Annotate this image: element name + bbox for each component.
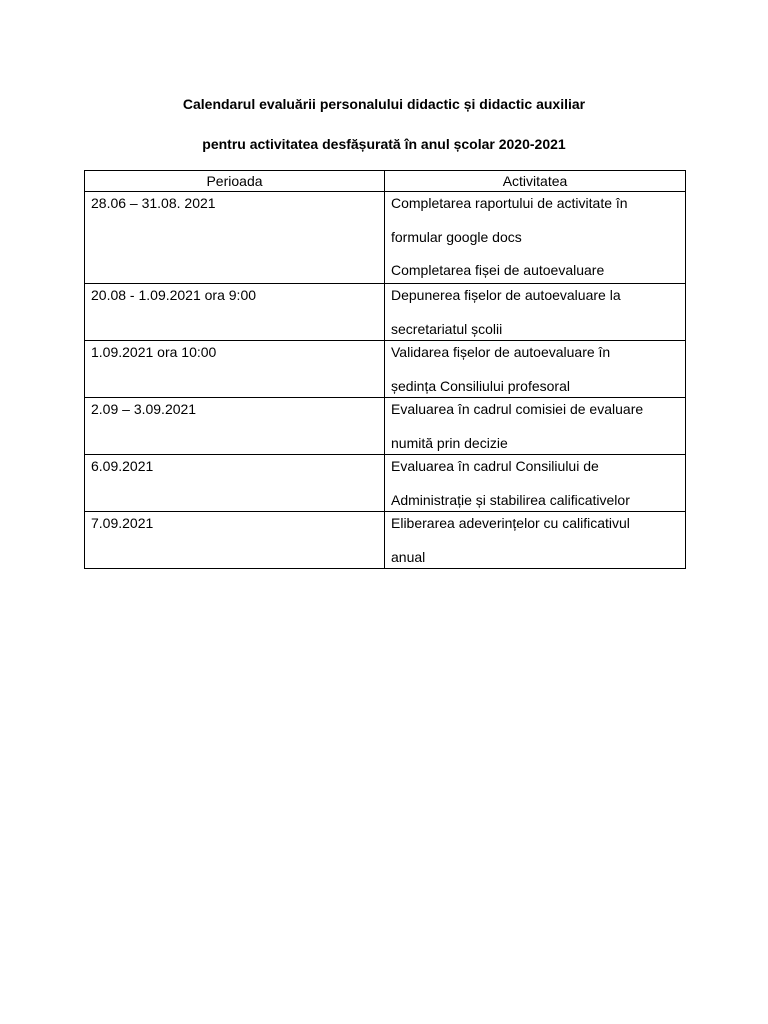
activity-line: Completarea fișei de autoevaluare (391, 262, 605, 278)
row-activity (385, 284, 686, 341)
header-period: Perioada (85, 171, 385, 192)
activity-line: Eliberarea adeverințelor cu calificativul (391, 515, 630, 531)
activity-line: numită prin decizie (391, 435, 508, 451)
period-text: 2.09 – 3.09.2021 (91, 401, 197, 417)
period-text: 20.08 - 1.09.2021 ora 9:00 (91, 287, 257, 303)
table-row (85, 284, 686, 341)
activity-line: Evaluarea în cadrul comisiei de evaluare (391, 401, 644, 417)
row-period (85, 398, 385, 455)
row-activity (385, 341, 686, 398)
document-title-line-1: Calendarul evaluării personalului didactic și didactic auxiliar (182, 96, 586, 112)
activity-line: anual (391, 549, 426, 565)
header-activity: Activitatea (385, 171, 686, 192)
row-activity (385, 455, 686, 512)
evaluation-calendar-table (84, 170, 686, 569)
activity-line: formular google docs (391, 229, 522, 245)
activity-line: Validarea fișelor de autoevaluare în (391, 344, 611, 360)
activity-line: Depunerea fișelor de autoevaluare la (391, 287, 621, 303)
table-row (85, 398, 686, 455)
row-period (85, 341, 385, 398)
row-period (85, 192, 385, 284)
row-period (85, 512, 385, 569)
activity-line: secretariatul școlii (391, 321, 503, 337)
table-row (85, 455, 686, 512)
period-text: 6.09.2021 (91, 458, 154, 474)
activity-line: Evaluarea în cadrul Consiliului de (391, 458, 599, 474)
row-period (85, 455, 385, 512)
period-text: 7.09.2021 (91, 515, 154, 531)
row-activity (385, 192, 686, 284)
row-activity (385, 512, 686, 569)
row-activity (385, 398, 686, 455)
table-row (85, 341, 686, 398)
activity-line: Administrație și stabilirea calificativelor (391, 492, 630, 508)
period-text: 28.06 – 31.08. 2021 (91, 195, 216, 211)
period-text: 1.09.2021 ora 10:00 (91, 344, 217, 360)
table-header-row (85, 171, 686, 192)
activity-line: ședința Consiliului profesoral (391, 378, 570, 394)
table-row (85, 192, 686, 284)
activity-line: Completarea raportului de activitate în (391, 195, 628, 211)
table-row (85, 512, 686, 569)
row-period (85, 284, 385, 341)
document-title-line-2: pentru activitatea desfășurată în anul școlar 2020-2021 (202, 136, 566, 152)
